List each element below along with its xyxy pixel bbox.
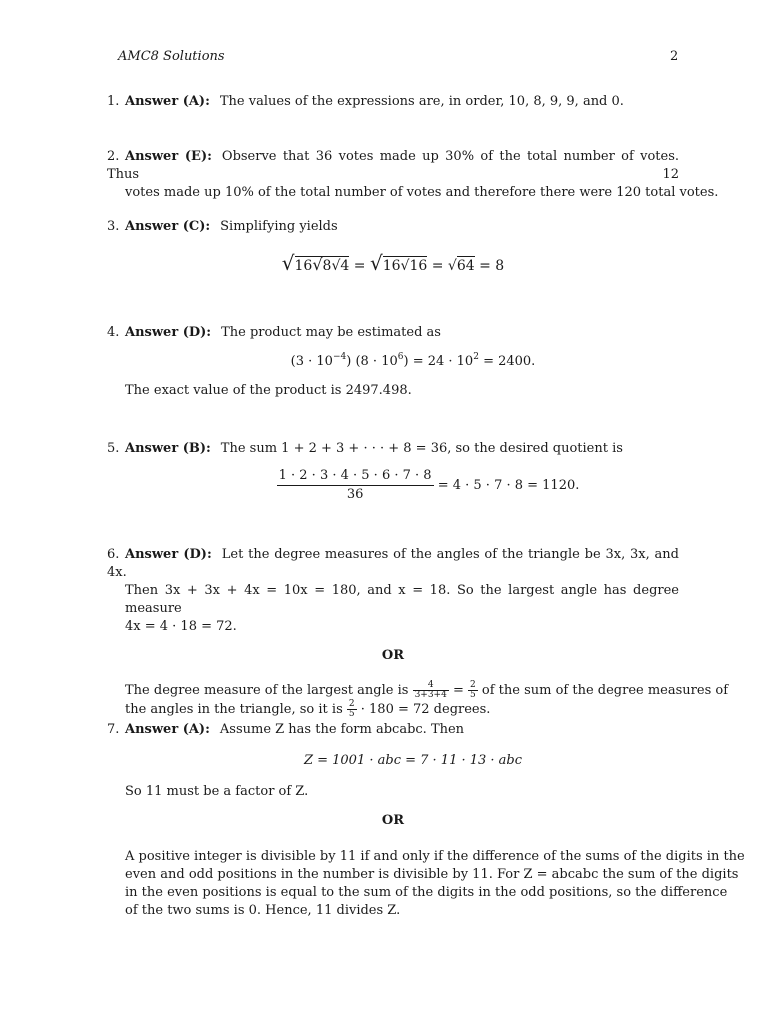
page-header-title: AMC8 Solutions [118,49,225,64]
display-equation: Z = 1001 · abc = 7 · 11 · 13 · abc [303,753,523,768]
answer-label: Answer (A): [125,722,210,737]
item-number: 5. [107,441,120,456]
solution-6 [107,546,729,719]
solution-5 [107,440,679,504]
solution-3 [107,218,679,275]
solution-text: in the even positions is equal to the sum of the digits in the odd positions, so the difference [125,885,728,900]
item-number: 2. [107,149,120,164]
or-divider: OR [381,648,405,663]
solution-7 [107,721,745,920]
solution-4 [107,324,679,400]
solution-1 [107,93,679,111]
answer-label: Answer (E): [125,149,212,164]
answer-label: Answer (B): [125,441,211,456]
item-number: 1. [107,94,120,109]
solution-text: Assume Z has the form abcabc. Then [219,722,465,737]
item-number: 6. [107,547,120,562]
page-number: 2 [670,49,679,64]
solution-text: Then 3x + 3x + 4x = 10x = 180, and x = 18. So the largest angle has degree measure [125,583,679,616]
display-equation: $(3 \cdot 10^{-4})$ $(8 \cdot 10^6) = 24 \cdot 10^2 = 2400$. [290,352,536,369]
solution-text: 4x = 4 · 18 = 72. [125,619,237,634]
solution-text: So 11 must be a factor of Z. [125,784,309,799]
solution-text: The values of the expressions are, in order, 10, 8, 9, 9, and 0. [219,94,624,109]
solution-text: Simplifying yields [220,219,338,234]
solution-text: The sum 1 + 2 + 3 + · · · + 8 = 36, so the desired quotient is [220,441,623,456]
display-equation: √16√8√4 = √16√16 = √64 = 8 [281,251,505,275]
solution-text: of the two sums is 0. Hence, 11 divides Z. [125,903,401,918]
solution-text: A positive integer is divisible by 11 if and only if the difference of the sums of the digits in the [125,849,745,864]
answer-label: Answer (D): [125,325,212,340]
solution-text: Let the degree measures of the angles of the triangle be 3x, 3x, and 4x. [107,547,679,580]
or-divider: OR [381,813,405,828]
answer-label: Answer (D): [125,547,212,562]
solution-text: votes made up 10% of the total number of votes and therefore there were 120 total votes. [125,185,719,200]
answer-label: Answer (C): [125,219,211,234]
item-number: 7. [107,722,120,737]
solution-text: The product may be estimated as [221,325,441,340]
solution-2 [107,148,719,202]
answer-label: Answer (A): [125,94,210,109]
alternative-solution: The degree measure of the largest angle is $\frac{4}{3+3+4}$ = $\frac{2}{5}$ of the sum of the degree measures of the angles in the triangle, so it is $\frac{2}{5}$ · 180 = 72 degrees. [125,680,729,719]
solution-text: The exact value of the product is 2497.498. [125,383,412,398]
solution-text: even and odd positions in the number is divisible by 11. For Z = abcabc the sum of the digits [125,867,739,882]
item-number: 3. [107,219,120,234]
alternative-solution [107,848,745,920]
solution-text: Observe that 36 votes made up 30% of the total number of votes. Thus 12 [107,149,679,182]
item-number: 4. [107,325,120,340]
display-equation: $\frac{1 \cdot 2 \cdot 3 \cdot 4 \cdot 5 \cdot 6 \cdot 7 \cdot 8}{36}$ = 4 · 5 · 7 · 8 = 1120. [278,468,580,502]
